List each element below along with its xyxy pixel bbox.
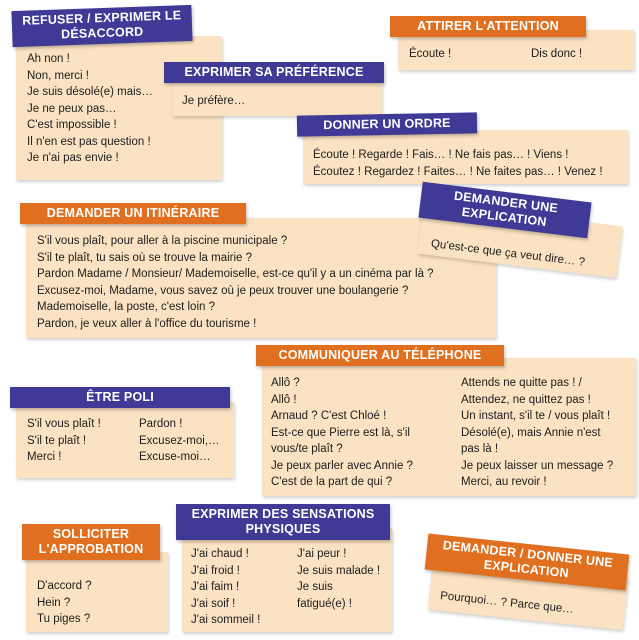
explication2-title: DEMANDER / DONNER UNE EXPLICATION — [425, 534, 630, 591]
ordre-lines — [313, 147, 603, 180]
list-item: Mademoiselle, la poste, c'est loin ? — [37, 301, 215, 313]
list-item: fatigué(e) ! — [297, 597, 352, 610]
list-item: Allô ? — [271, 377, 300, 389]
list-item: J'ai froid ! — [191, 564, 240, 577]
attention-lines-2 — [531, 46, 582, 63]
list-item: Je suis désolé(e) mais… — [27, 86, 153, 98]
list-item: Allô ! — [271, 393, 297, 406]
list-item: Je suis — [297, 581, 333, 593]
list-item: Excusez-moi, Madame, vous savez où je peux trouver une boulangerie ? — [37, 284, 409, 297]
list-item: Excusez-moi,… — [139, 434, 220, 447]
list-item: Attendez, ne quittez pas ! — [461, 393, 591, 406]
attention-title: ATTIRER L'ATTENTION — [390, 16, 586, 37]
list-item: Hein ? — [37, 596, 71, 609]
list-item: Pourquoi… ? Parce que… — [439, 589, 575, 616]
desaccord-lines — [27, 51, 153, 167]
poli-col1 — [27, 416, 101, 466]
list-item: vous/te plaît ? — [271, 443, 343, 455]
poli-title: ÊTRE POLI — [10, 387, 230, 408]
list-item: Un instant, s'il te / vous plaît ! — [461, 410, 611, 422]
list-item: Excuse-moi… — [139, 451, 211, 463]
list-item: J'ai soif ! — [191, 597, 236, 610]
list-item: Je n'ai pas envie ! — [27, 152, 119, 164]
list-item: Attends ne quitte pas ! / — [461, 377, 582, 389]
attention-lines — [409, 46, 451, 63]
itineraire-lines — [37, 233, 434, 332]
list-item: C'est de la part de qui ? — [271, 476, 393, 488]
poli-col2 — [139, 416, 220, 466]
list-item: pas là ! — [461, 443, 499, 455]
list-item: Merci, au revoir ! — [461, 476, 547, 488]
telephone-col1 — [271, 375, 413, 491]
telephone-title: COMMUNIQUER AU TÉLÉPHONE — [256, 345, 504, 366]
list-item: S'il te plaît ! — [27, 434, 87, 447]
sensations-col1 — [191, 546, 260, 629]
explication1-title: DEMANDER UNE EXPLICATION — [418, 182, 591, 238]
list-item: S'il te plaît, tu sais où se trouve la mairie ? — [37, 251, 253, 264]
list-item: Tu piges ? — [37, 613, 91, 625]
list-item: Qu'est-ce que ça veut dire… ? — [430, 237, 586, 269]
sensations-title: EXPRIMER DES SENSATIONS PHYSIQUES — [176, 504, 390, 540]
telephone-col2 — [461, 375, 613, 491]
approbation-title: SOLLICITER L'APPROBATION — [22, 524, 160, 560]
list-item: Je suis malade ! — [297, 564, 381, 577]
list-item: Pardon, je veux aller à l'office du tourisme ! — [37, 317, 257, 330]
list-item: Écoutez ! Regardez ! Faites… ! Ne faites pas… ! Venez ! — [313, 165, 603, 178]
list-item: J'ai chaud ! — [191, 548, 249, 560]
list-item: Non, merci ! — [27, 69, 89, 82]
list-item: Je préfère… — [182, 95, 246, 107]
list-item: J'ai faim ! — [191, 581, 240, 593]
ordre-title: DONNER UN ORDRE — [297, 112, 477, 136]
list-item: Est-ce que Pierre est là, s'il — [271, 426, 410, 439]
preference-title: EXPRIMER SA PRÉFÉRENCE — [164, 62, 384, 83]
desaccord-title: REFUSER / EXPRIMER LE DÉSACCORD — [11, 5, 192, 47]
list-item: J'ai sommeil ! — [191, 614, 261, 626]
approbation-lines — [37, 578, 92, 628]
itineraire-title: DEMANDER UN ITINÉRAIRE — [20, 203, 246, 224]
sensations-col2 — [297, 546, 380, 612]
list-item: C'est impossible ! — [27, 119, 117, 131]
list-item: S'il vous plaît ! — [27, 418, 101, 430]
list-item: Pardon Madame / Monsieur/ Mademoiselle, est-ce qu'il y a un cinéma par là ? — [37, 268, 434, 280]
list-item: Dis donc ! — [531, 48, 583, 60]
list-item: Écoute ! — [409, 48, 452, 60]
list-item: Ah non ! — [27, 53, 70, 65]
list-item: Pardon ! — [139, 418, 183, 430]
list-item: Je peux laisser un message ? — [461, 459, 614, 472]
list-item: Merci ! — [27, 451, 62, 463]
list-item: D'accord ? — [37, 580, 92, 592]
list-item: Écoute ! Regarde ! Fais… ! Ne fais pas… ! Viens ! — [313, 149, 569, 161]
list-item: Il n'en est pas question ! — [27, 135, 151, 148]
list-item: Désolé(e), mais Annie n'est — [461, 426, 601, 439]
list-item: Je ne peux pas… — [27, 102, 117, 115]
list-item: Arnaud ? C'est Chloé ! — [271, 410, 387, 422]
list-item: J'ai peur ! — [297, 548, 347, 560]
list-item: Je peux parler avec Annie ? — [271, 459, 413, 472]
preference-lines — [182, 93, 245, 110]
list-item: S'il vous plaît, pour aller à la piscine municipale ? — [37, 235, 288, 247]
